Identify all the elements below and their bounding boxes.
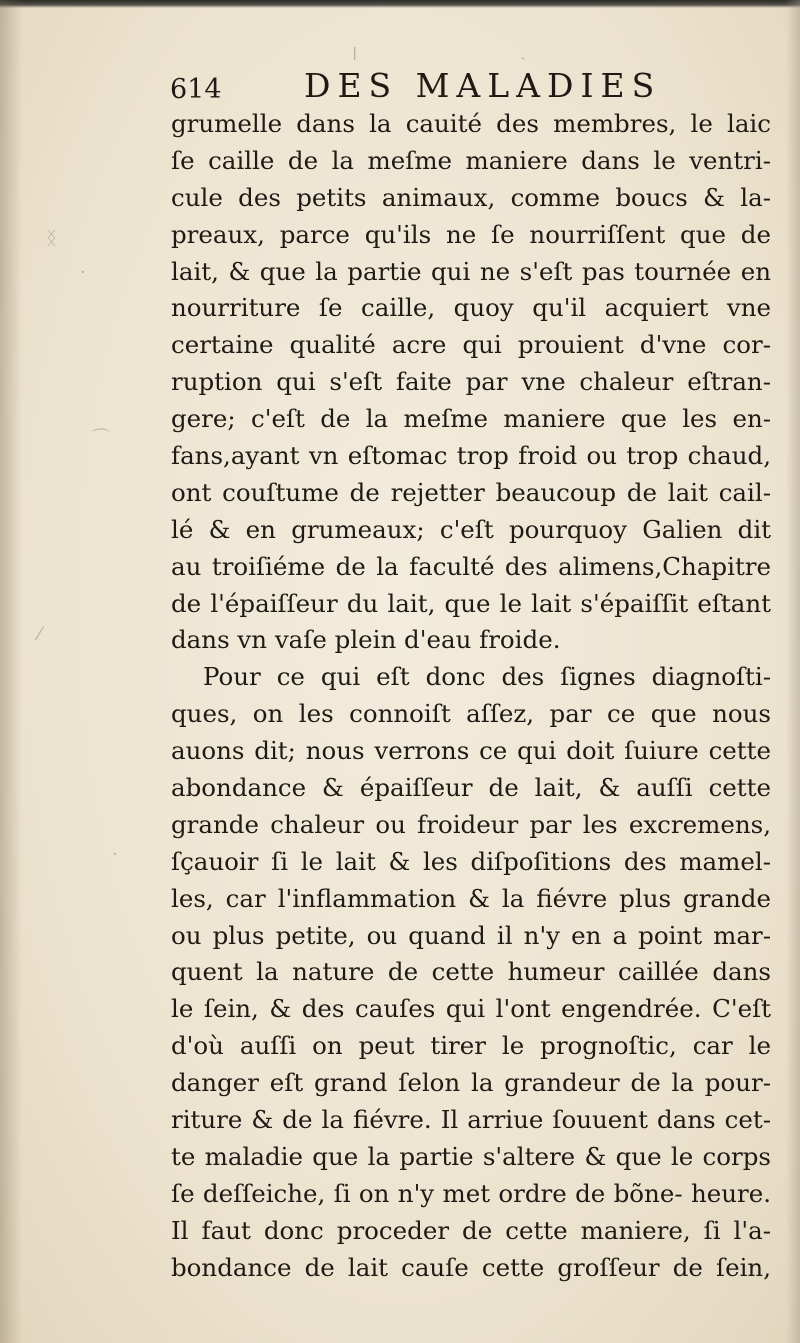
text-line: ſçauoir ſi le lait & les diſpoſitions des mamel- [171, 846, 771, 876]
text-line: te maladie que la partie s'altere & que le corps [171, 1141, 771, 1171]
text-line: ſe caille de la meſme maniere dans le ventri- [171, 145, 771, 175]
text-line: gere; c'eſt de la meſme maniere que les en- [171, 404, 771, 434]
text-line: cule des petits animaux, comme boucs & la- [171, 182, 771, 212]
paper-speck: ⌒ [92, 428, 110, 449]
text-line: Il faut donc proceder de cette maniere, ſi l'a- [171, 1215, 771, 1245]
text-line: auons dit; nous verrons ce qui doit ſuiure cette [171, 736, 771, 766]
paper-speck: ⁄ [38, 624, 42, 645]
text-line: certaine qualité acre qui prouient d'vne cor- [171, 330, 771, 360]
text-line: fans,ayant vn eſtomac trop froid ou trop chaud, [171, 441, 771, 471]
text-line: ou plus petite, ou quand il n'y en a point mar- [171, 920, 771, 950]
text-line: bondance de lait cauſe cette groſſeur de ſein, [171, 1252, 771, 1282]
text-line: lait, & que la partie qui ne s'eſt pas tournée en [171, 256, 771, 286]
paper-speck: ǀ [352, 44, 358, 65]
text-line-paragraph-end: dans vn vaſe plein d'eau froide. [171, 625, 561, 655]
text-line: de l'épaiſſeur du lait, que le lait s'épaiſſit eſtant [171, 588, 771, 618]
text-line: les, car l'inflammation & la fiévre plus grande [171, 883, 771, 913]
text-line: d'où auſſi on peut tirer le prognoſtic, car le [171, 1031, 771, 1061]
text-line: ont couſtume de rejetter beaucoup de lait cail- [171, 477, 771, 507]
text-line: preaux, parce qu'ils ne ſe nourriſſent que de [171, 219, 771, 249]
text-line: ſe deſſeiche, ſi on n'y met ordre de bõne- heure. [171, 1178, 771, 1208]
text-line: quent la nature de cette humeur caillée dans [171, 957, 771, 987]
body-text [171, 106, 771, 1287]
text-line: grumelle dans la cauité des membres, le laic [171, 109, 771, 138]
text-line: grande chaleur ou froideur par les excremens, [171, 809, 771, 839]
text-line: danger eſt grand ſelon la grandeur de la pour- [171, 1068, 771, 1098]
text-line: ruption qui s'eſt faite par vne chaleur eſtran- [171, 367, 771, 397]
text-line: nourriture ſe caille, quoy qu'il acquiert vne [171, 293, 771, 323]
paper-speck: · [80, 262, 86, 283]
text-line: lé & en grumeaux; c'eſt pourquoy Galien dit [171, 514, 771, 544]
page-number: 614 [170, 74, 222, 105]
page-right-edge [786, 0, 800, 1343]
text-line: abondance & épaiſſeur de lait, & auſſi cette [171, 773, 771, 803]
text-line: riture & de la fiévre. Il arriue ſouuent dans cet- [171, 1105, 771, 1135]
running-head: DES MALADIES [304, 66, 662, 105]
paper-speck: ˎ [520, 40, 526, 61]
paper-speck: ᛝ [46, 228, 57, 249]
text-line-paragraph-start: Pour ce qui eſt donc des ſignes diagnoſti- [203, 662, 771, 692]
page-top-edge [0, 0, 800, 8]
text-line: le ſein, & des cauſes qui l'ont engendrée. C'eſt [171, 994, 771, 1024]
text-line: au troiſiéme de la faculté des alimens,Chapitre [171, 551, 771, 581]
text-line: ques, on les connoiſt aſſez, par ce que nous [171, 699, 771, 729]
paper-speck: · [112, 844, 118, 865]
gutter-shadow [0, 0, 22, 1343]
